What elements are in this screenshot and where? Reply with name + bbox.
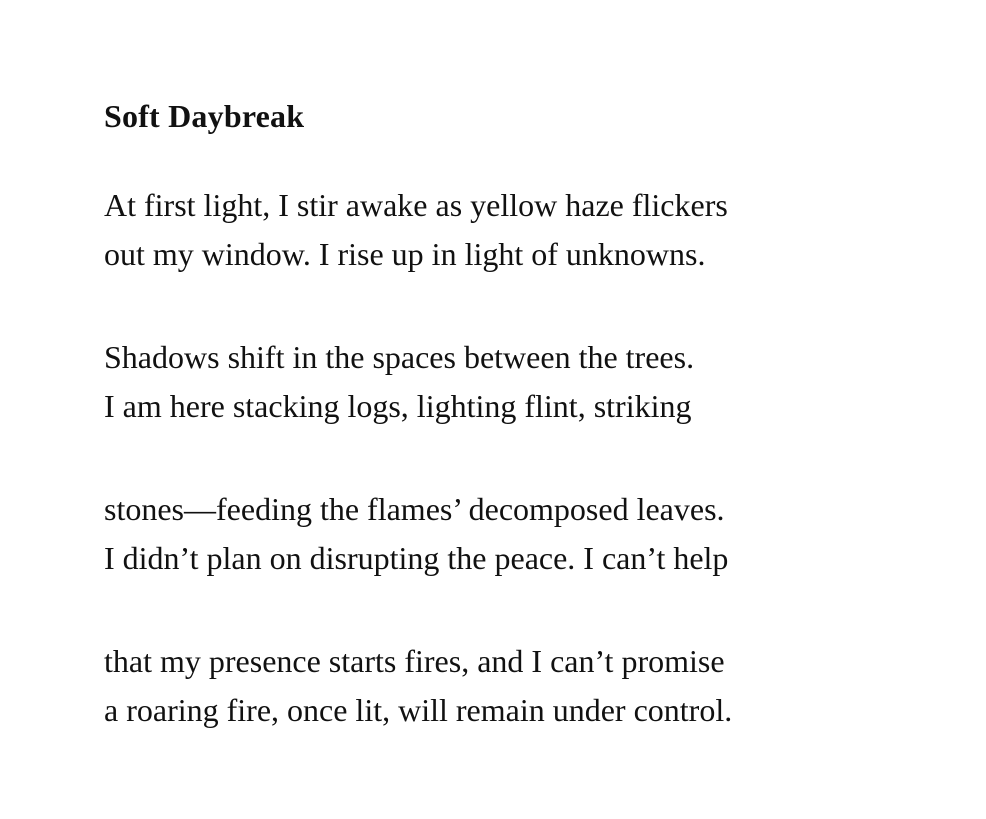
poem-line: Shadows shift in the spaces between the trees. (104, 339, 695, 375)
poem-line: a roaring fire, once lit, will remain under control. (104, 692, 733, 728)
stanza-2 (104, 333, 964, 431)
stanza-4 (104, 637, 964, 735)
poem-line: I didn’t plan on disrupting the peace. I can’t help (104, 540, 729, 576)
poem-title: Soft Daybreak (104, 98, 305, 134)
poem-page (104, 96, 964, 735)
poem-line: stones—feeding the flames’ decomposed leaves. (104, 491, 725, 527)
poem-line: I am here stacking logs, lighting flint, striking (104, 388, 692, 424)
stanza-3 (104, 485, 964, 583)
stanza-1 (104, 181, 964, 279)
poem-line: At first light, I stir awake as yellow haze flickers (104, 187, 728, 223)
poem-line: that my presence starts fires, and I can’t promise (104, 643, 725, 679)
poem-line: out my window. I rise up in light of unknowns. (104, 236, 706, 272)
